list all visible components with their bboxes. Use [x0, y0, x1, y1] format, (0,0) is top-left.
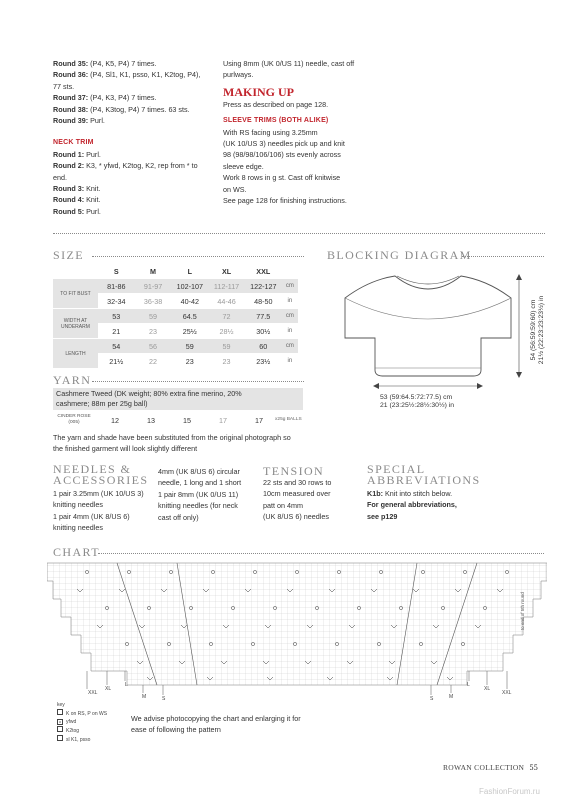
chart-size-label: S	[162, 696, 166, 702]
chart-size-label: L	[467, 682, 470, 688]
unit: in	[282, 324, 298, 339]
yarn-note: The yarn and shade have been substituted from the original photograph so the finished garment will look slightly different	[53, 433, 291, 454]
table-cell: 91-97	[135, 279, 172, 294]
key-item: o yfwd	[58, 719, 77, 725]
table-cell: 54	[98, 339, 135, 354]
arrow-head-icon	[373, 383, 379, 389]
k2tog-square-icon	[57, 726, 63, 732]
sleeve-line: (UK 10/US 3) needles pick up and knit	[223, 139, 345, 149]
quantity: 13	[147, 416, 155, 425]
round-line: Round 38: (P4, K3tog, P4) 7 times. 63 sts.	[53, 104, 190, 114]
divider	[53, 233, 545, 234]
table-cell: 23	[135, 324, 172, 339]
chart-key	[57, 701, 107, 744]
blocking-length-label: 54 (56:59:59:60) cm 21½ (22:23:23:23½) in	[530, 295, 545, 365]
unit: cm	[282, 339, 298, 354]
unit: cm	[282, 279, 298, 294]
making-up-text: Press as described on page 128.	[223, 99, 329, 109]
special-text: K1b: Knit into stitch below. For general abbreviations, see p129	[367, 489, 457, 521]
footer-label: ROWAN COLLECTION	[443, 763, 525, 772]
sleeve-line: on WS.	[223, 184, 247, 194]
size-col: XXL	[245, 264, 282, 279]
needles-list: 1 pair 3.25mm (UK 10/US 3) knitting needles 1 pair 4mm (UK 8/US 6) knitting needles	[53, 489, 144, 533]
right-column	[223, 58, 393, 206]
watermark: FashionForum.ru	[479, 787, 540, 796]
round-line: Round 36: (P4, Sl1, K1, psso, K1, K2tog, P4), 77 sts.	[53, 70, 201, 91]
row-label: LENGTH	[53, 339, 98, 369]
sleeve-line: See page 128 for finishing instructions.	[223, 196, 347, 206]
quantity: 17	[255, 416, 263, 425]
blocking-heading: BLOCKING DIAGRAM	[327, 248, 472, 262]
sleeve-trims-heading: SLEEVE TRIMS (BOTH ALIKE)	[223, 117, 329, 125]
sleeve-line: With RS facing using 3.25mm	[223, 127, 318, 137]
table-cell: 122-127	[245, 279, 282, 294]
table-cell: 23½	[245, 354, 282, 369]
table-cell: 25½	[171, 324, 208, 339]
sleeve-line: Work 8 rows in g st. Cast off knitwise	[223, 173, 341, 183]
key-heading: key	[57, 702, 65, 708]
sleeve-line: 98 (98/98/106/106) sts evenly across	[223, 150, 341, 160]
table-cell: 102-107	[171, 279, 208, 294]
blocking-diagram	[315, 262, 545, 402]
yfwd-square-icon: o	[58, 719, 62, 724]
round-line: Round 2: K3, * yfwd, K2tog, K2, rep from * to end.	[53, 161, 198, 182]
size-heading-rule	[92, 256, 304, 257]
chart-size-label: S	[430, 696, 434, 702]
making-up-heading: MAKING UP	[223, 84, 294, 99]
table-cell: 56	[135, 339, 172, 354]
table-cell: 44-46	[208, 294, 245, 309]
table-cell: 21½	[98, 354, 135, 369]
blocking-heading-rule	[462, 256, 544, 257]
size-col: L	[171, 264, 208, 279]
table-cell: 28½	[208, 324, 245, 339]
table-cell: 36-38	[135, 294, 172, 309]
page-number: 55	[529, 763, 539, 772]
size-heading: SIZE	[53, 248, 84, 262]
yarn-description: Cashmere Tweed (DK weight; 80% extra fine merino, 20% cashmere; 88m per 25g ball)	[53, 388, 303, 410]
chart-size-label: L	[125, 682, 128, 688]
pattern-rounds	[53, 58, 213, 217]
chart-side-note: to end of 5th round	[520, 592, 525, 630]
table-cell: 40-42	[171, 294, 208, 309]
row-label: WIDTH AT UNDERARM	[53, 309, 98, 339]
size-table	[53, 264, 298, 369]
key-item: K2tog	[57, 726, 107, 735]
unit: in	[282, 354, 298, 369]
garment-outline	[345, 276, 511, 376]
neckline	[397, 276, 459, 284]
round-line: Round 35: (P4, K5, P4) 7 times.	[53, 59, 157, 68]
key-item: K on RS, P on WS	[57, 709, 107, 718]
table-cell: 21	[98, 324, 135, 339]
chart-heading: CHART	[53, 545, 100, 559]
shade-label: CINDER ROSE (005)	[57, 414, 91, 425]
yarn-heading: YARN	[53, 373, 92, 387]
quantity: 15	[183, 416, 191, 425]
sleeve-line: sleeve edge.	[223, 161, 264, 171]
cast-off-text: Using 8mm (UK 0/US 11) needle, cast off purlways.	[223, 59, 355, 80]
round-line: Round 1: Purl.	[53, 149, 101, 159]
table-cell: 23	[171, 354, 208, 369]
yarn-heading-rule	[92, 381, 304, 382]
round-line: Round 5: Purl.	[53, 206, 101, 216]
unit: cm	[282, 309, 298, 324]
size-header-row	[53, 264, 298, 279]
blank-square-icon	[57, 709, 63, 715]
table-cell: 23	[208, 354, 245, 369]
table-cell: 60	[245, 339, 282, 354]
special-heading: SPECIAL ABBREVIATIONS	[367, 462, 481, 487]
size-col: M	[135, 264, 172, 279]
arrow-head-icon	[516, 372, 522, 378]
chart-size-label: XXL	[502, 690, 512, 696]
neck-trim-heading: NECK TRIM	[53, 139, 94, 147]
table-cell: 22	[135, 354, 172, 369]
table-cell: 112-117	[208, 279, 245, 294]
footer	[443, 763, 538, 772]
arrow-head-icon	[477, 383, 483, 389]
size-col: S	[98, 264, 135, 279]
yarn-quantity-row	[53, 412, 303, 428]
yoke-line	[345, 298, 511, 319]
table-cell: 59	[208, 339, 245, 354]
size-col: XL	[208, 264, 245, 279]
table-cell: 32-34	[98, 294, 135, 309]
round-line: Round 3: Knit.	[53, 184, 101, 194]
table-cell: 59	[171, 339, 208, 354]
chart-size-label: XL	[484, 686, 491, 692]
table-cell: 64.5	[171, 309, 208, 324]
round-line: Round 37: (P4, K3, P4) 7 times.	[53, 93, 157, 103]
unit: x25g BALLS	[275, 417, 302, 422]
quantity: 12	[111, 416, 119, 425]
chart-size-label: M	[449, 694, 454, 700]
stitch-chart	[47, 559, 547, 699]
round-line: Round 4: Knit.	[53, 195, 101, 205]
table-cell: 53	[98, 309, 135, 324]
table-cell: 72	[208, 309, 245, 324]
chart-size-label: M	[142, 694, 147, 700]
table-cell: 59	[135, 309, 172, 324]
quantity: 17	[219, 416, 227, 425]
round-line: Round 39: Purl.	[53, 116, 105, 126]
needles-list-2: 4mm (UK 8/US 6) circular needle, 1 long and 1 short 1 pair 8mm (UK 0/US 11) knitting needles (for neck cast off only)	[158, 467, 242, 522]
key-item: sl K1, psso	[57, 735, 107, 744]
unit: in	[282, 294, 298, 309]
table-cell: 30½	[245, 324, 282, 339]
tension-text: 22 sts and 30 rows to 10cm measured over patt on 4mm (UK 8/US 6) needles	[263, 478, 332, 522]
blocking-width-label: 53 (59:64.5:72:77.5) cm 21 (23:25½:28½:30½) in	[380, 394, 455, 409]
psso-square-icon	[57, 735, 63, 741]
row-label: TO FIT BUST	[53, 279, 98, 309]
table-cell: 48-50	[245, 294, 282, 309]
chart-grid	[47, 563, 547, 685]
arrow-head-icon	[516, 274, 522, 280]
chart-size-label: XXL	[88, 690, 98, 696]
tension-heading: TENSION	[263, 464, 325, 478]
chart-size-label: XL	[105, 686, 112, 692]
chart-note: We advise photocopying the chart and enlarging it for ease of following the pattern	[131, 714, 301, 735]
chart-heading-rule	[98, 553, 544, 554]
table-cell: 81-86	[98, 279, 135, 294]
needles-heading: NEEDLES & ACCESSORIES	[53, 462, 149, 487]
table-cell: 77.5	[245, 309, 282, 324]
